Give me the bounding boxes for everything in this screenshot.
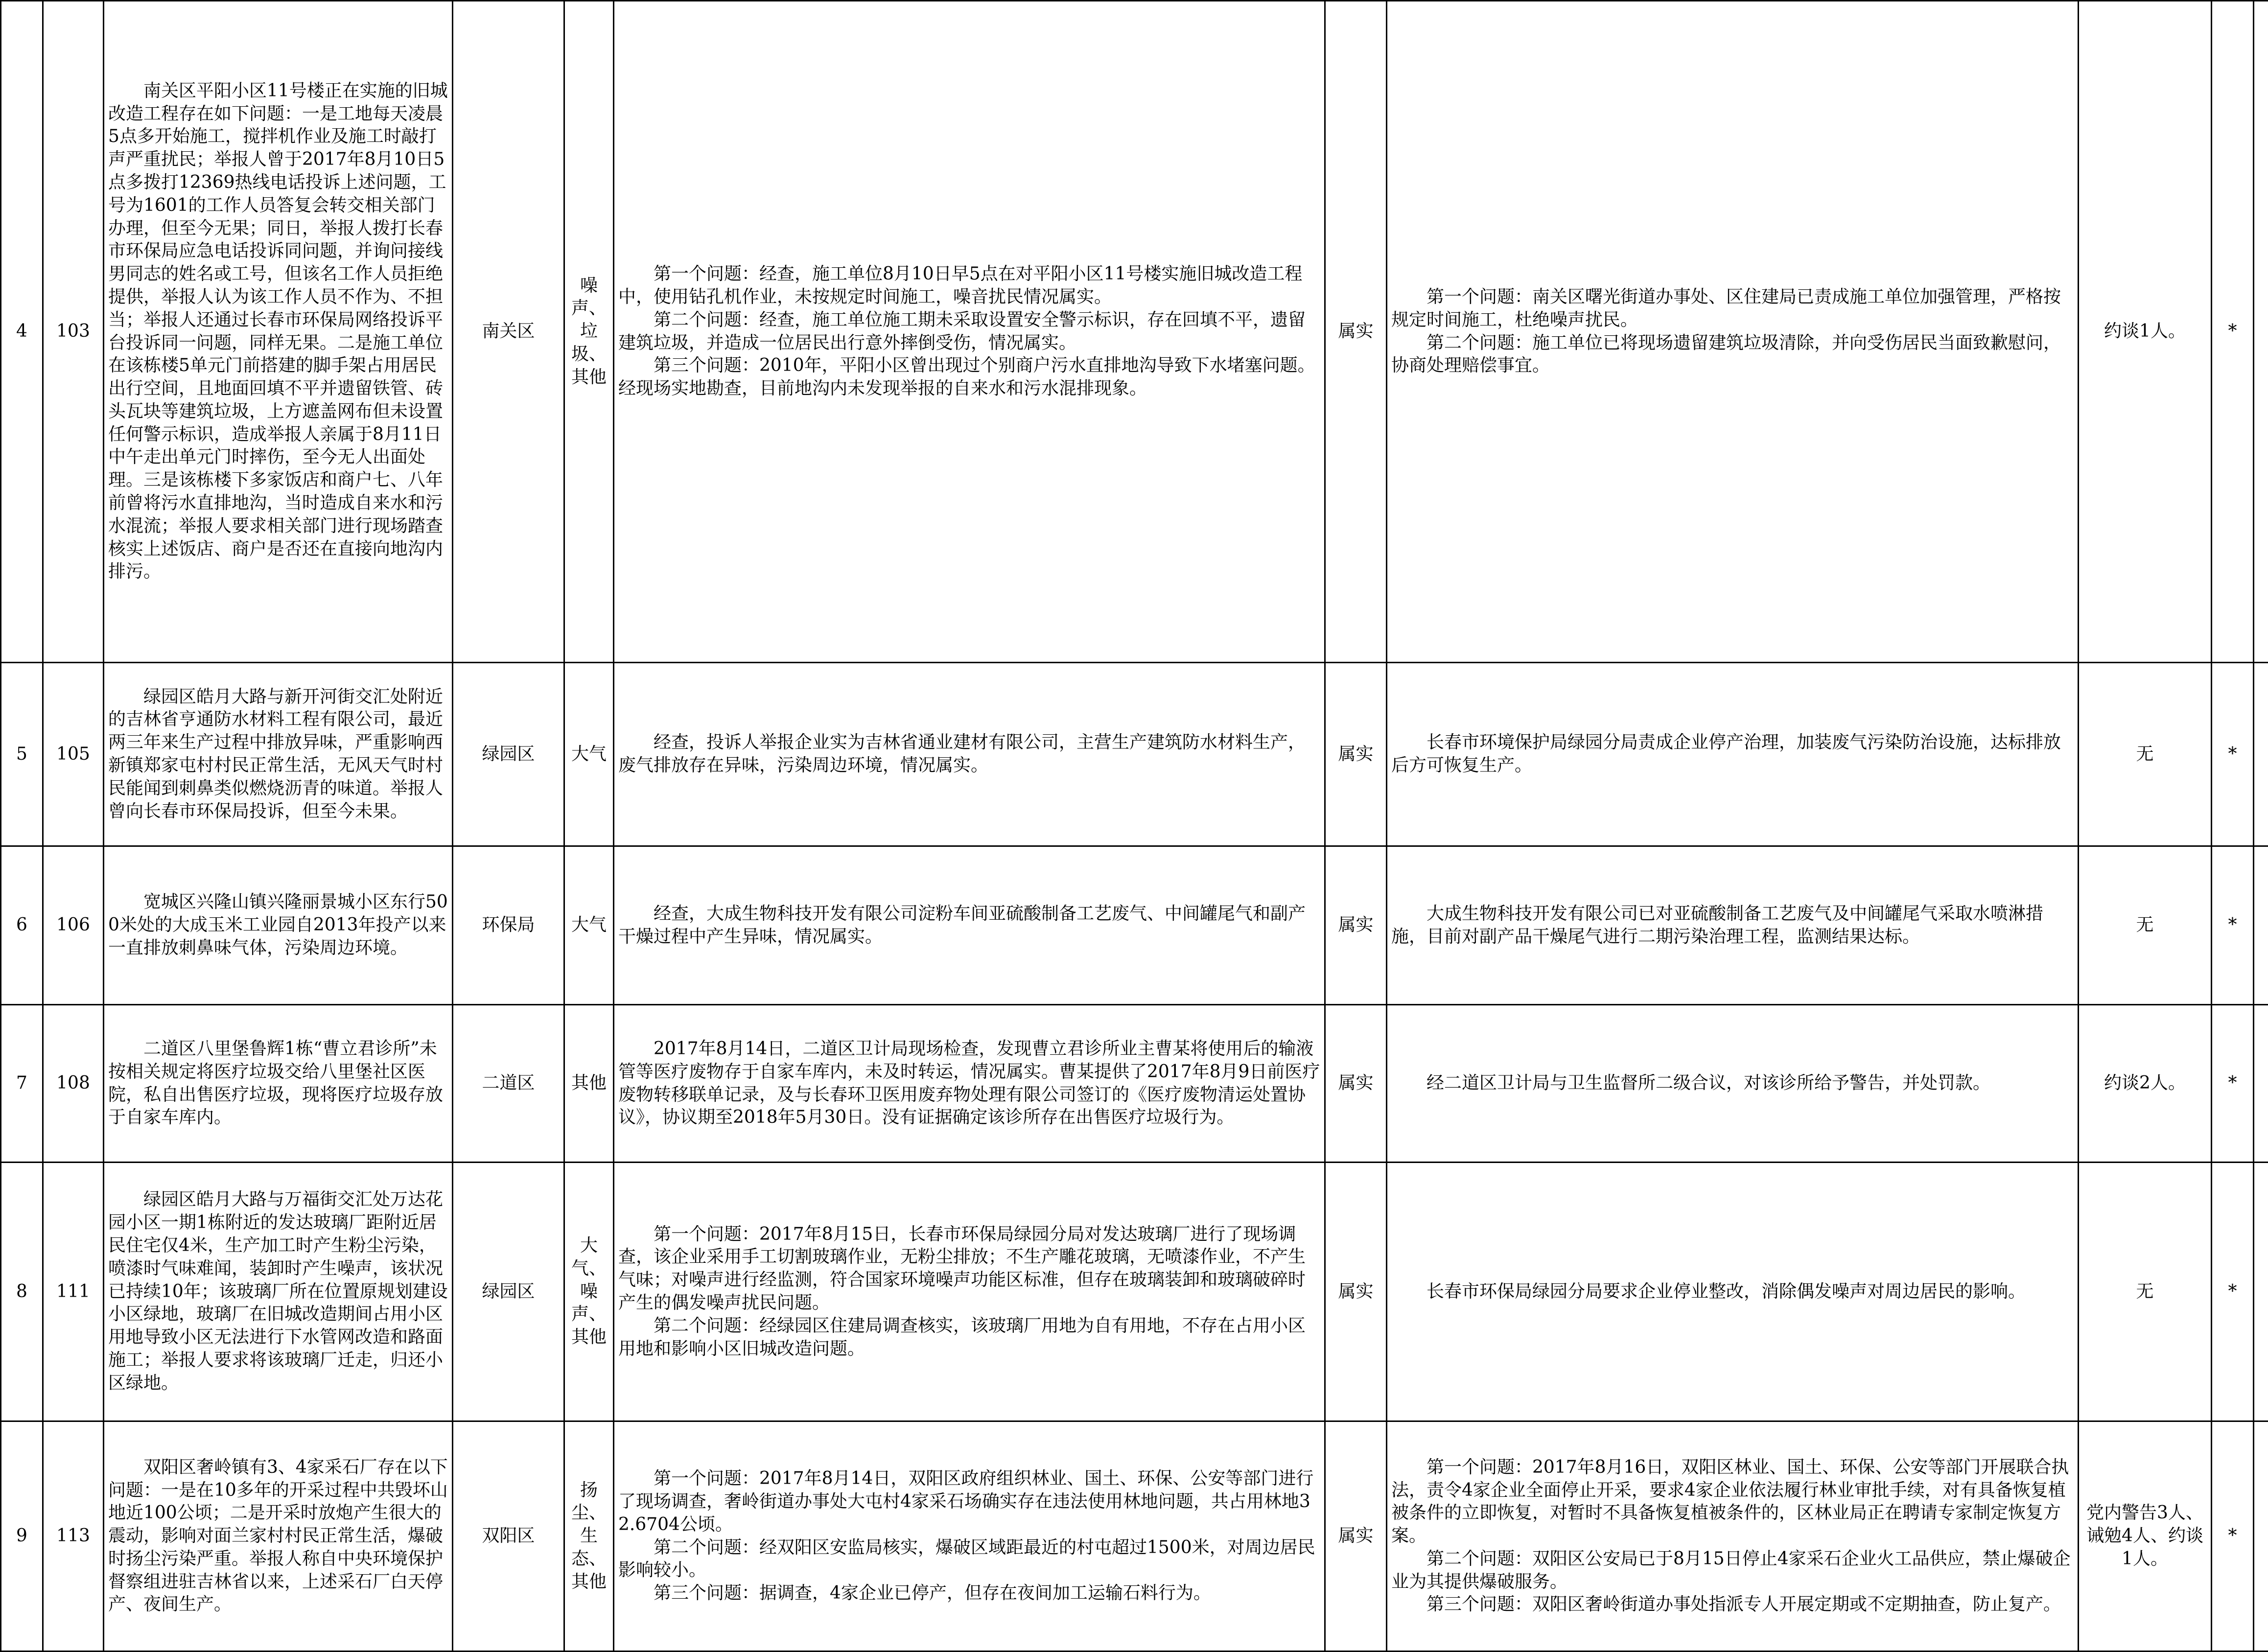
handling-paragraph: 第三个问题：双阳区奢岭街道办事处指派专人开展定期或不定期抽查，防止复产。 xyxy=(1391,1593,2074,1616)
edge-cell xyxy=(2254,1,2268,663)
description-cell xyxy=(104,1421,453,1652)
verdict-cell: 属实 xyxy=(1325,1421,1387,1652)
handling-cell xyxy=(1387,663,2079,846)
findings-cell xyxy=(614,1421,1325,1652)
findings-cell xyxy=(614,1005,1325,1163)
table-row xyxy=(1,663,2268,846)
findings-cell xyxy=(614,663,1325,846)
district-cell: 绿园区 xyxy=(453,1163,564,1421)
accountability-cell: 约谈2人。 xyxy=(2079,1005,2212,1163)
id-cell: 106 xyxy=(43,846,104,1005)
findings-paragraph: 第一个问题：2017年8月14日，双阳区政府组织林业、国土、环保、公安等部门进行了现场调查，奢岭街道办事处大屯村4家采石场确实存在违法使用林地问题，共占用林地32.6704公顷。 xyxy=(618,1467,1320,1536)
type-cell: 其他 xyxy=(564,1005,614,1163)
type-cell: 扬尘、生态、其他 xyxy=(564,1421,614,1652)
description-cell xyxy=(104,663,453,846)
edge-cell xyxy=(2254,1005,2268,1163)
edge-cell xyxy=(2254,663,2268,846)
seq-cell: 4 xyxy=(1,1,43,663)
type-cell: 大气 xyxy=(564,663,614,846)
findings-cell xyxy=(614,1,1325,663)
table-row xyxy=(1,846,2268,1005)
description-text: 双阳区奢岭镇有3、4家采石厂存在以下问题：一是在10多年的开采过程中共毁坏山地近100公顷；二是开采时放炮产生很大的震动，影响对面兰家村村民正常生活，爆破时扬尘污染严重。举报人称自中央环境保护督察组进驻吉林省以来，上述采石厂白天停产、夜间生产。 xyxy=(108,1456,448,1617)
handling-cell xyxy=(1387,1,2079,663)
description-cell xyxy=(104,1163,453,1421)
mark-cell: * xyxy=(2212,1,2254,663)
description-cell xyxy=(104,846,453,1005)
accountability-cell: 无 xyxy=(2079,1163,2212,1421)
findings-paragraph: 第二个问题：经查，施工单位施工期未采取设置安全警示标识，存在回填不平，遗留建筑垃圾，并造成一位居民出行意外摔倒受伤，情况属实。 xyxy=(618,309,1320,355)
description-text: 南关区平阳小区11号楼正在实施的旧城改造工程存在如下问题：一是工地每天凌晨5点多开始施工，搅拌机作业及施工时敲打声严重扰民；举报人曾于2017年8月10日5点多拨打12369热线电话投诉上述问题，工号为1601的工作人员答复会转交相关部门办理，但至今无果；同日，举报人拨打长春市环保局应急电话投诉同问题，并询问接线男同志的姓名或工号，但该名工作人员拒绝提供，举报人认为该工作人员不作为、不担当；举报人还通过长春市环保局网络投诉平台投诉同一问题，同样无果。二是施工单位在该栋楼5单元门前搭建的脚手架占用居民出行空间，且地面回填不平并遗留铁管、砖头瓦块等建筑垃圾，上方遮盖网布但未设置任何警示标识，造成举报人亲属于8月11日中午走出单元门时摔伤，至今无人出面处理。三是该栋楼下多家饭店和商户七、八年前曾将污水直排地沟，当时造成自来水和污水混流；举报人要求相关部门进行现场踏查核实上述饭店、商户是否还在直接向地沟内排污。 xyxy=(108,80,448,584)
findings-paragraph: 第一个问题：2017年8月15日，长春市环保局绿园分局对发达玻璃厂进行了现场调查，该企业采用手工切割玻璃作业，无粉尘排放；不生产雕花玻璃，无喷漆作业，不产生气味；对噪声进行经监测，符合国家环境噪声功能区标准，但存在玻璃装卸和玻璃破碎时产生的偶发噪声扰民问题。 xyxy=(618,1223,1320,1315)
table-row xyxy=(1,1005,2268,1163)
accountability-cell: 党内警告3人、诫勉4人、约谈1人。 xyxy=(2079,1421,2212,1652)
type-cell: 大气、噪声、其他 xyxy=(564,1163,614,1421)
table-row xyxy=(1,1421,2268,1652)
findings-cell xyxy=(614,1163,1325,1421)
mark-cell: * xyxy=(2212,1421,2254,1652)
edge-cell xyxy=(2254,1421,2268,1652)
id-cell: 113 xyxy=(43,1421,104,1652)
handling-paragraph: 长春市环保局绿园分局要求企业停业整改，消除偶发噪声对周边居民的影响。 xyxy=(1391,1280,2074,1303)
findings-paragraph: 第二个问题：经绿园区住建局调查核实，该玻璃厂用地为自有用地，不存在占用小区用地和影响小区旧城改造问题。 xyxy=(618,1315,1320,1361)
table-row xyxy=(1,1,2268,663)
type-cell: 噪声、垃圾、其他 xyxy=(564,1,614,663)
findings-paragraph: 第二个问题：经双阳区安监局核实，爆破区域距最近的村屯超过1500米，对周边居民影响较小。 xyxy=(618,1536,1320,1582)
handling-cell xyxy=(1387,1163,2079,1421)
accountability-cell: 无 xyxy=(2079,846,2212,1005)
findings-paragraph: 第三个问题：2010年，平阳小区曾出现过个别商户污水直排地沟导致下水堵塞问题。经现场实地勘查，目前地沟内未发现举报的自来水和污水混排现象。 xyxy=(618,354,1320,400)
id-cell: 103 xyxy=(43,1,104,663)
findings-paragraph: 经查，大成生物科技开发有限公司淀粉车间亚硫酸制备工艺废气、中间罐尾气和副产干燥过程中产生异味，情况属实。 xyxy=(618,903,1320,949)
handling-paragraph: 第二个问题：施工单位已将现场遗留建筑垃圾清除，并向受伤居民当面致歉慰问，协商处理赔偿事宜。 xyxy=(1391,332,2074,378)
district-cell: 二道区 xyxy=(453,1005,564,1163)
mark-cell: * xyxy=(2212,1005,2254,1163)
verdict-cell: 属实 xyxy=(1325,846,1387,1005)
verdict-cell: 属实 xyxy=(1325,1005,1387,1163)
mark-cell: * xyxy=(2212,1163,2254,1421)
edge-cell xyxy=(2254,1163,2268,1421)
findings-paragraph: 第三个问题：据调查，4家企业已停产，但存在夜间加工运输石料行为。 xyxy=(618,1582,1320,1605)
seq-cell: 7 xyxy=(1,1005,43,1163)
type-cell: 大气 xyxy=(564,846,614,1005)
accountability-cell: 无 xyxy=(2079,663,2212,846)
description-cell xyxy=(104,1,453,663)
handling-cell xyxy=(1387,1005,2079,1163)
district-cell: 环保局 xyxy=(453,846,564,1005)
description-text: 绿园区皓月大路与新开河街交汇处附近的吉林省亨通防水材料工程有限公司，最近两三年来生产过程中排放异味，严重影响西新镇郑家屯村村民正常生活，无风天气时村民能闻到刺鼻类似燃烧沥青的味道。举报人曾向长春市环保局投诉，但至今未果。 xyxy=(108,686,448,823)
table-row xyxy=(1,1163,2268,1421)
handling-cell xyxy=(1387,1421,2079,1652)
description-text: 绿园区皓月大路与万福街交汇处万达花园小区一期1栋附近的发达玻璃厂距附近居民住宅仅4米，生产加工时产生粉尘污染，喷漆时气味难闻，装卸时产生噪声，该状况已持续10年；该玻璃厂所在位置原规划建设小区绿地，玻璃厂在旧城改造期间占用小区用地导致小区无法进行下水管网改造和路面施工；举报人要求将该玻璃厂迁走，归还小区绿地。 xyxy=(108,1188,448,1395)
id-cell: 108 xyxy=(43,1005,104,1163)
description-cell xyxy=(104,1005,453,1163)
edge-cell xyxy=(2254,846,2268,1005)
handling-paragraph: 大成生物科技开发有限公司已对亚硫酸制备工艺废气及中间罐尾气采取水喷淋措施，目前对副产品干燥尾气进行二期污染治理工程，监测结果达标。 xyxy=(1391,903,2074,949)
seq-cell: 5 xyxy=(1,663,43,846)
verdict-cell: 属实 xyxy=(1325,663,1387,846)
district-cell: 双阳区 xyxy=(453,1421,564,1652)
mark-cell: * xyxy=(2212,663,2254,846)
findings-paragraph: 经查，投诉人举报企业实为吉林省通业建材有限公司，主营生产建筑防水材料生产，废气排放存在异味，污染周边环境，情况属实。 xyxy=(618,731,1320,777)
handling-paragraph: 第一个问题：南关区曙光街道办事处、区住建局已责成施工单位加强管理，严格按规定时间施工，杜绝噪声扰民。 xyxy=(1391,286,2074,332)
handling-paragraph: 长春市环境保护局绿园分局责成企业停产治理，加装废气污染防治设施，达标排放后方可恢复生产。 xyxy=(1391,731,2074,777)
district-cell: 绿园区 xyxy=(453,663,564,846)
verdict-cell: 属实 xyxy=(1325,1163,1387,1421)
accountability-cell: 约谈1人。 xyxy=(2079,1,2212,663)
verdict-cell: 属实 xyxy=(1325,1,1387,663)
seq-cell: 9 xyxy=(1,1421,43,1652)
district-cell: 南关区 xyxy=(453,1,564,663)
id-cell: 105 xyxy=(43,663,104,846)
description-text: 宽城区兴隆山镇兴隆丽景城小区东行500米处的大成玉米工业园自2013年投产以来一直排放刺鼻味气体，污染周边环境。 xyxy=(108,891,448,959)
seq-cell: 8 xyxy=(1,1163,43,1421)
id-cell: 111 xyxy=(43,1163,104,1421)
handling-paragraph: 经二道区卫计局与卫生监督所二级合议，对该诊所给予警告，并处罚款。 xyxy=(1391,1072,2074,1095)
handling-paragraph: 第二个问题：双阳区公安局已于8月15日停止4家采石企业火工品供应，禁止爆破企业为其提供爆破服务。 xyxy=(1391,1548,2074,1594)
handling-paragraph: 第一个问题：2017年8月16日，双阳区林业、国土、环保、公安等部门开展联合执法，责令4家企业全面停止开采，要求4家企业依法履行林业审批手续，对有具备恢复植被条件的立即恢复，对暂时不具备恢复植被条件的，区林业局正在聘请专家制定恢复方案。 xyxy=(1391,1456,2074,1548)
findings-paragraph: 第一个问题：经查，施工单位8月10日早5点在对平阳小区11号楼实施旧城改造工程中，使用钻孔机作业，未按规定时间施工，噪音扰民情况属实。 xyxy=(618,263,1320,309)
findings-cell xyxy=(614,846,1325,1005)
seq-cell: 6 xyxy=(1,846,43,1005)
mark-cell: * xyxy=(2212,846,2254,1005)
description-text: 二道区八里堡鲁辉1栋“曹立君诊所”未按相关规定将医疗垃圾交给八里堡社区医院，私自出售医疗垃圾，现将医疗垃圾存放于自家车库内。 xyxy=(108,1038,448,1129)
findings-paragraph: 2017年8月14日，二道区卫计局现场检查，发现曹立君诊所业主曹某将使用后的输液管等医疗废物存于自家车库内，未及时转运，情况属实。曹某提供了2017年8月9日前医疗废物转移联单记录，及与长春环卫医用废弃物处理有限公司签订的《医疗废物清运处置协议》，协议期至2018年5月30日。没有证据确定该诊所存在出售医疗垃圾行为。 xyxy=(618,1038,1320,1129)
handling-cell xyxy=(1387,846,2079,1005)
